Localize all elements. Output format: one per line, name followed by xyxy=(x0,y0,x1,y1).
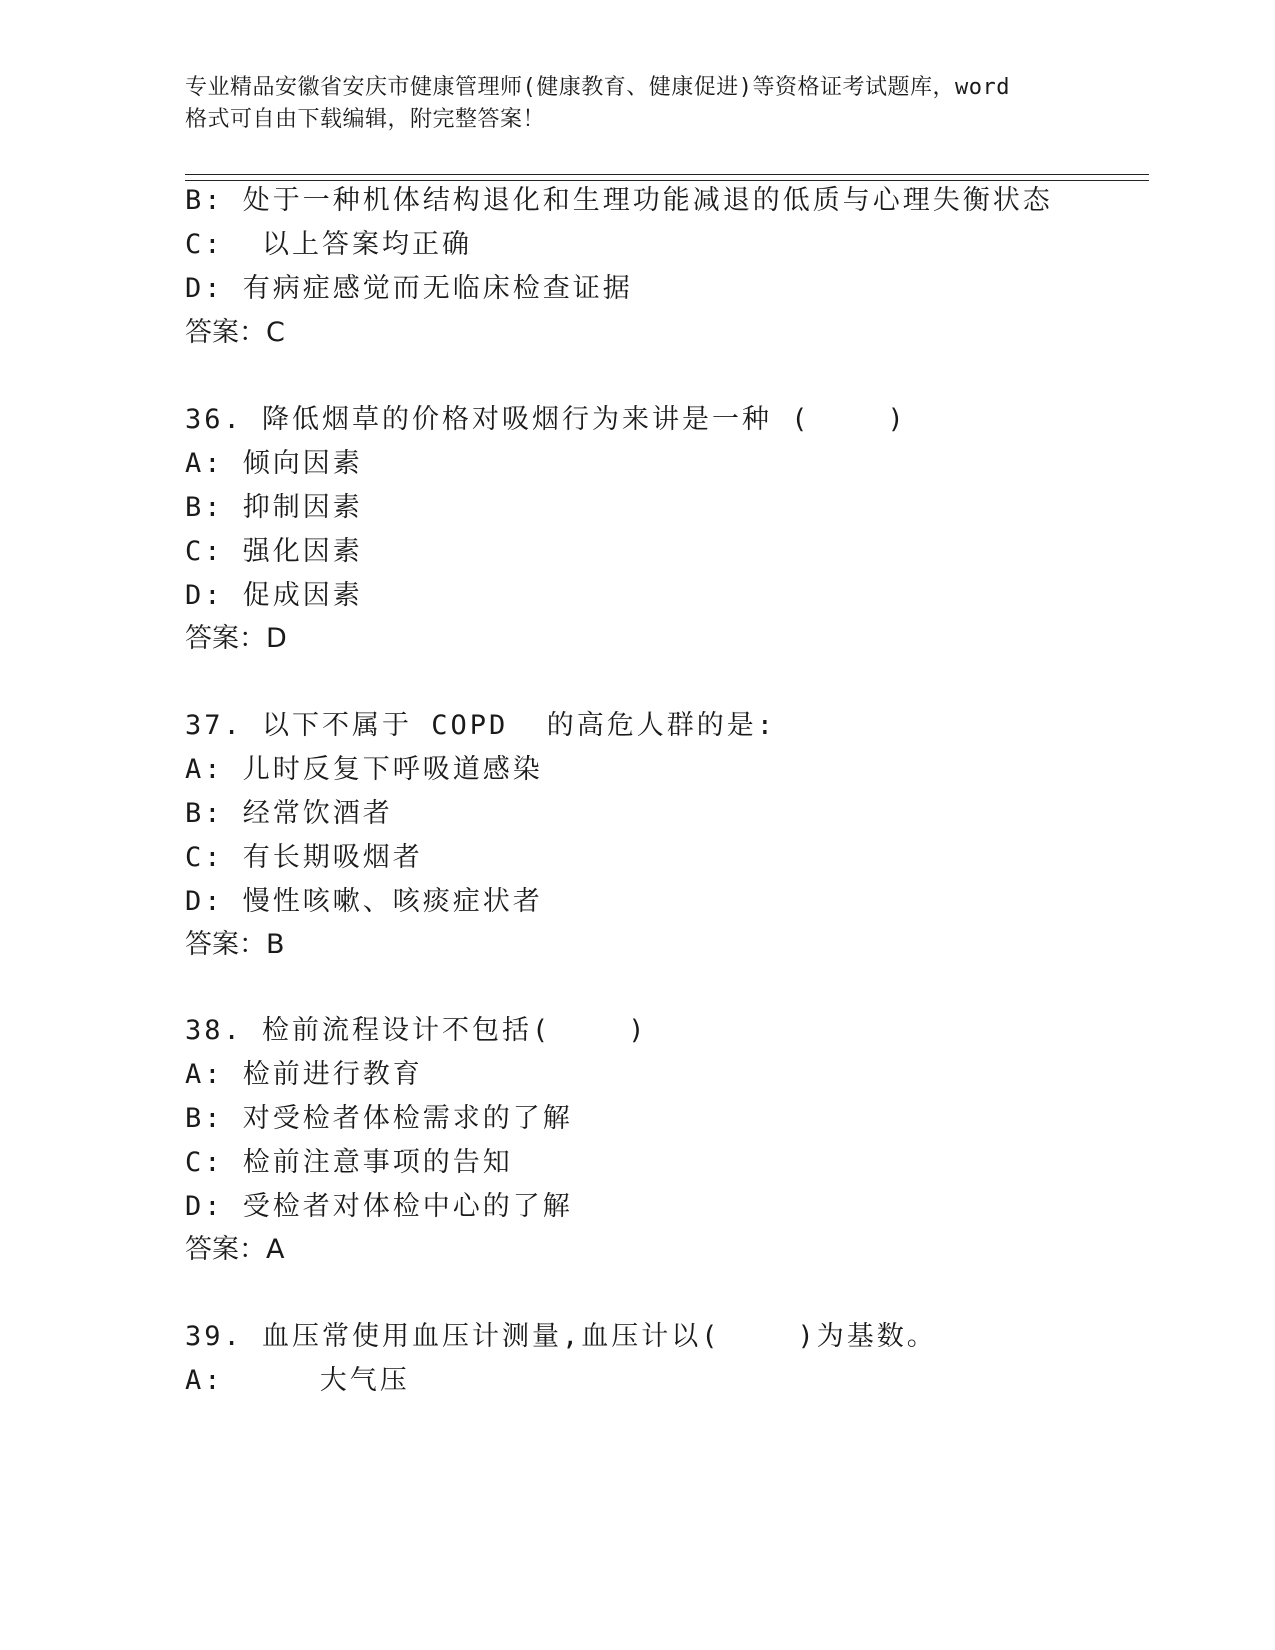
document-header xyxy=(185,72,1085,136)
q39-option-a: A: 大气压 xyxy=(185,1365,410,1396)
q38-option-b: B: 对受检者体检需求的了解 xyxy=(185,1103,573,1134)
header-line-1: 专业精品安徽省安庆市健康管理师(健康教育、健康促进)等资格证考试题库，word xyxy=(185,75,1010,100)
q35-option-b: B: 处于一种机体结构退化和生理功能减退的低质与心理失衡状态 xyxy=(185,185,1053,216)
q36-option-c: C: 强化因素 xyxy=(185,536,363,567)
q36-option-d: D: 促成因素 xyxy=(185,580,363,611)
header-divider-bottom xyxy=(185,180,1149,181)
q38-option-c: C: 检前注意事项的告知 xyxy=(185,1147,513,1178)
q37-option-b: B: 经常饮酒者 xyxy=(185,798,393,829)
q35-option-d: D: 有病症感觉而无临床检查证据 xyxy=(185,273,633,304)
q37-option-d: D: 慢性咳嗽、咳痰症状者 xyxy=(185,886,543,917)
q36-option-a: A: 倾向因素 xyxy=(185,448,363,479)
q37-answer: 答案：B xyxy=(185,929,285,960)
q36-answer: 答案：D xyxy=(185,623,287,654)
q38-answer: 答案：A xyxy=(185,1234,285,1265)
q37-option-c: C: 有长期吸烟者 xyxy=(185,842,423,873)
q39-question: 39. 血压常使用血压计测量,血压计以( )为基数。 xyxy=(185,1321,937,1352)
q35-answer: 答案：C xyxy=(185,317,285,348)
q35-option-c: C: 以上答案均正确 xyxy=(185,229,473,260)
q38-option-a: A: 检前进行教育 xyxy=(185,1059,423,1090)
q38-question: 38. 检前流程设计不包括( ) xyxy=(185,1015,648,1046)
q36-question: 36. 降低烟草的价格对吸烟行为来讲是一种 ( ) xyxy=(185,404,907,435)
header-line-2: 格式可自由下载编辑，附完整答案！ xyxy=(185,107,546,132)
q36-option-b: B: 抑制因素 xyxy=(185,492,363,523)
q37-option-a: A: 儿时反复下呼吸道感染 xyxy=(185,754,543,785)
q38-option-d: D: 受检者对体检中心的了解 xyxy=(185,1191,573,1222)
q37-question: 37. 以下不属于 COPD 的高危人群的是: xyxy=(185,710,777,741)
header-divider-top xyxy=(185,174,1149,175)
